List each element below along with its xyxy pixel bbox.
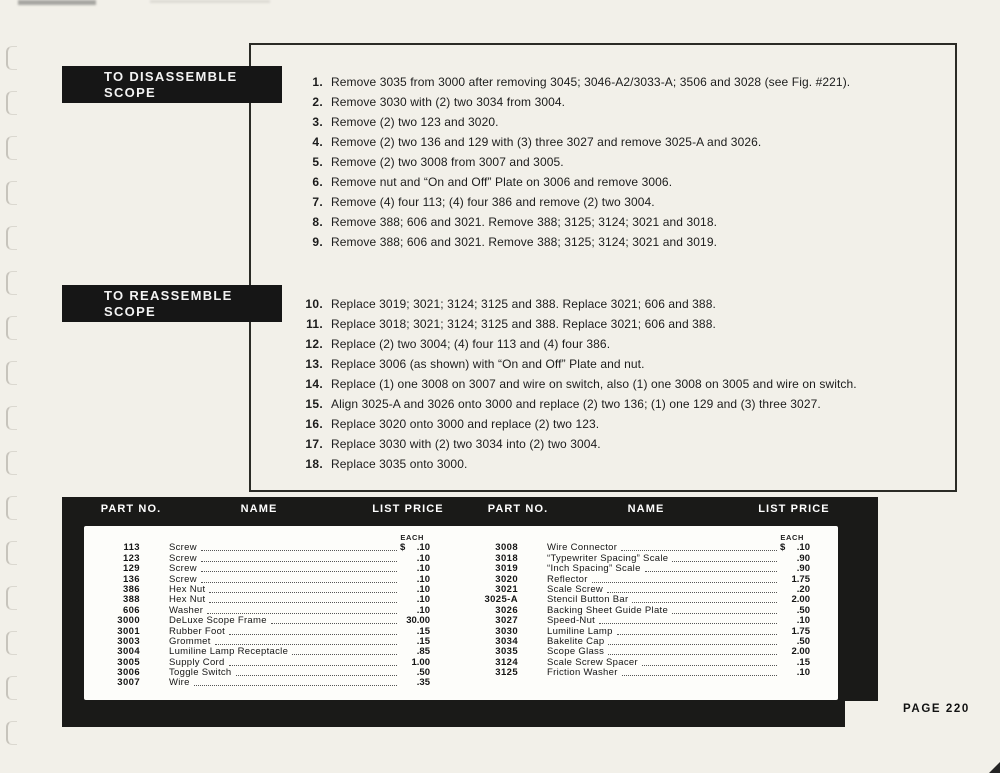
dotted-leader [201, 571, 397, 572]
step-text: Remove (2) two 3008 from 3007 and 3005. [331, 155, 564, 169]
part-price [400, 574, 430, 585]
dotted-leader [632, 602, 777, 603]
price-value: .50 [796, 604, 810, 616]
scan-smudge [150, 0, 270, 3]
step-text: Remove 3030 with (2) two 3034 from 3004. [331, 95, 566, 109]
part-number: 3021 [495, 583, 518, 595]
part-number: 3035 [495, 646, 518, 658]
binding-hole [6, 136, 17, 160]
part-name: Scale Screw [547, 583, 604, 595]
step-text: Replace (1) one 3008 on 3007 and wire on switch, also (1) one 3008 on 3005 and wire on switch. [331, 377, 857, 391]
currency-sign: $ [400, 542, 406, 554]
parts-column-left [100, 533, 430, 689]
part-name: Stencil Button Bar [547, 594, 629, 606]
step-text: Replace 3006 (as shown) with “On and Off” Plate and nut. [331, 357, 645, 371]
price-value: .85 [416, 646, 430, 658]
dotted-leader [608, 654, 777, 655]
part-price [780, 574, 810, 585]
part-row [100, 585, 430, 595]
part-number: 3125 [495, 667, 518, 679]
part-price [780, 636, 810, 647]
part-row [100, 543, 430, 553]
price-value: 2.00 [791, 594, 810, 606]
part-name: Wire [169, 677, 190, 689]
part-row [100, 553, 430, 563]
part-price [400, 542, 430, 553]
step-number: 10. [305, 297, 323, 311]
price-value: 2.00 [791, 646, 810, 658]
part-row [100, 668, 430, 678]
step-item [290, 314, 857, 334]
part-number: 123 [122, 552, 140, 564]
parts-rows-right [478, 543, 810, 678]
price-value: .90 [796, 552, 810, 564]
column-header-name-left: NAME [240, 503, 278, 515]
part-row [100, 626, 430, 636]
dotted-leader [672, 561, 777, 562]
part-row [100, 647, 430, 657]
part-row [478, 564, 810, 574]
step-number: 18. [305, 457, 323, 471]
part-number: 3020 [495, 573, 518, 585]
step-item [290, 414, 857, 434]
dotted-leader [621, 550, 777, 551]
section-title-line1: TO REASSEMBLE [104, 288, 233, 303]
step-text: Remove nut and “On and Off” Plate on 3006 and remove 3006. [331, 175, 673, 189]
dotted-leader [617, 634, 777, 635]
binding-hole [6, 361, 17, 385]
part-number: 3004 [117, 646, 140, 658]
part-price [780, 667, 810, 678]
part-number: 3030 [495, 625, 518, 637]
price-value: 1.75 [791, 625, 810, 637]
part-row [478, 626, 810, 636]
price-value: .10 [796, 667, 810, 679]
part-number: 3005 [117, 656, 140, 668]
part-price [400, 677, 430, 688]
part-price [400, 657, 430, 668]
price-value: .15 [796, 656, 810, 668]
step-item [290, 434, 857, 454]
part-row [100, 564, 430, 574]
dotted-leader [201, 582, 397, 583]
dotted-leader [592, 582, 777, 583]
column-header-part-no-left: PART NO. [100, 503, 162, 515]
part-name: Hex Nut [169, 594, 206, 606]
part-name: Wire Connector [547, 542, 618, 554]
dotted-leader [207, 613, 397, 614]
step-text: Remove (2) two 136 and 129 with (3) three 3027 and remove 3025-A and 3026. [331, 135, 762, 149]
binding-hole [6, 676, 17, 700]
part-name: Lumiline Lamp [547, 625, 613, 637]
part-price [400, 594, 430, 605]
step-item [290, 92, 850, 112]
binding-hole [6, 271, 17, 295]
dotted-leader [215, 644, 397, 645]
part-number: 3001 [117, 625, 140, 637]
each-label-left: EACH [400, 533, 424, 542]
dotted-leader [608, 644, 777, 645]
price-value: .35 [416, 677, 430, 689]
step-text: Replace (2) two 3004; (4) four 113 and (4) four 386. [331, 337, 611, 351]
step-text: Remove (2) two 123 and 3020. [331, 115, 499, 129]
price-value: .10 [416, 573, 430, 585]
price-value: .10 [416, 552, 430, 564]
dotted-leader [622, 675, 777, 676]
step-text: Remove 3035 from 3000 after removing 3045; 3046-A2/3033-A; 3506 and 3028 (see Fig. #221). [331, 75, 851, 89]
part-name: DeLuxe Scope Frame [169, 615, 267, 627]
dotted-leader [271, 623, 397, 624]
price-value: .90 [796, 563, 810, 575]
step-number: 2. [312, 95, 323, 109]
section-header-reassemble [62, 285, 282, 322]
part-name: Scale Screw Spacer [547, 656, 638, 668]
column-header-part-no-right: PART NO. [487, 503, 549, 515]
part-row [478, 637, 810, 647]
step-text: Replace 3020 onto 3000 and replace (2) two 123. [331, 417, 600, 431]
part-price [400, 584, 430, 595]
parts-column-right [478, 533, 810, 679]
part-name: Rubber Foot [169, 625, 226, 637]
part-number: 3027 [495, 615, 518, 627]
part-row [478, 616, 810, 626]
part-name: Lumiline Lamp Receptacle [169, 646, 289, 658]
step-number: 17. [305, 437, 323, 451]
step-text: Replace 3019; 3021; 3124; 3125 and 388. Replace 3021; 606 and 388. [331, 297, 716, 311]
binding-hole [6, 46, 17, 70]
step-item [290, 294, 857, 314]
part-price [400, 636, 430, 647]
dotted-leader [292, 654, 397, 655]
step-number: 7. [312, 195, 323, 209]
step-text: Align 3025-A and 3026 onto 3000 and replace (2) two 136; (1) one 129 and (3) three 3027. [331, 397, 821, 411]
column-header-list-price-left: LIST PRICE [372, 503, 444, 515]
part-number: 3018 [495, 552, 518, 564]
step-item [290, 172, 850, 192]
part-name: “Typewriter Spacing” Scale [547, 552, 669, 564]
part-number: 3025-A [484, 594, 518, 606]
part-row [478, 647, 810, 657]
price-value: 1.00 [411, 656, 430, 668]
binding-hole [6, 316, 17, 340]
part-row [478, 585, 810, 595]
dotted-leader [209, 592, 397, 593]
price-value: .15 [416, 635, 430, 647]
price-value: .10 [416, 594, 430, 606]
dotted-leader [645, 571, 777, 572]
part-number: 606 [122, 604, 140, 616]
part-number: 3006 [117, 667, 140, 679]
binding-hole [6, 451, 17, 475]
parts-list-panel [84, 526, 838, 700]
part-row [478, 668, 810, 678]
part-row [478, 605, 810, 615]
section-title-line1: TO DISASSEMBLE [104, 69, 238, 84]
dotted-leader [209, 602, 397, 603]
part-name: “Inch Spacing” Scale [547, 563, 641, 575]
part-name: Screw [169, 563, 197, 575]
part-name: Scope Glass [547, 646, 605, 658]
step-item [290, 192, 850, 212]
part-number: 3034 [495, 635, 518, 647]
dotted-leader [672, 613, 777, 614]
step-number: 14. [305, 377, 323, 391]
part-price [400, 615, 430, 626]
price-value: .50 [796, 635, 810, 647]
price-value: .10 [416, 563, 430, 575]
binding-hole [6, 631, 17, 655]
step-text: Replace 3035 onto 3000. [331, 457, 468, 471]
step-item [290, 354, 857, 374]
price-value: .50 [416, 667, 430, 679]
part-price [780, 605, 810, 616]
column-header-list-price-right: LIST PRICE [758, 503, 830, 515]
part-name: Screw [169, 552, 197, 564]
part-price [780, 646, 810, 657]
step-number: 9. [312, 235, 323, 249]
step-item [290, 454, 857, 474]
binding-hole [6, 91, 17, 115]
binding-hole [6, 226, 17, 250]
page-corner-fold [989, 762, 1000, 773]
step-item [290, 132, 850, 152]
step-item [290, 212, 850, 232]
part-row [478, 657, 810, 667]
parts-rows-left [100, 543, 430, 688]
price-value: 1.75 [791, 573, 810, 585]
step-number: 4. [312, 135, 323, 149]
part-number: 388 [122, 594, 140, 606]
step-item [290, 152, 850, 172]
part-price [400, 605, 430, 616]
part-row [100, 657, 430, 667]
step-number: 1. [312, 75, 323, 89]
binding-hole [6, 496, 17, 520]
binding-hole [6, 406, 17, 430]
part-row [100, 574, 430, 584]
part-price [400, 667, 430, 678]
step-item [290, 72, 850, 92]
part-number: 3003 [117, 635, 140, 647]
currency-sign: $ [780, 542, 786, 554]
step-number: 12. [305, 337, 323, 351]
price-value: .10 [416, 542, 430, 554]
step-text: Remove 388; 606 and 3021. Remove 388; 3125; 3124; 3021 and 3019. [331, 235, 718, 249]
reassemble-steps-list [290, 294, 857, 474]
section-header-disassemble [62, 66, 282, 103]
step-number: 6. [312, 175, 323, 189]
binding-hole [6, 541, 17, 565]
part-name: Friction Washer [547, 667, 618, 679]
part-number: 3008 [495, 542, 518, 554]
dotted-leader [201, 550, 397, 551]
step-text: Replace 3018; 3021; 3124; 3125 and 388. Replace 3021; 606 and 388. [331, 317, 716, 331]
part-price [400, 626, 430, 637]
step-text: Remove 388; 606 and 3021. Remove 388; 3125; 3124; 3021 and 3018. [331, 215, 718, 229]
price-value: .10 [796, 615, 810, 627]
page-number: PAGE 220 [903, 703, 970, 715]
dotted-leader [201, 561, 397, 562]
part-number: 3019 [495, 563, 518, 575]
binding-hole [6, 181, 17, 205]
step-number: 16. [305, 417, 323, 431]
dotted-leader [236, 675, 397, 676]
step-item [290, 374, 857, 394]
price-value: .15 [416, 625, 430, 637]
part-number: 3124 [495, 656, 518, 668]
part-price [780, 563, 810, 574]
price-value: .10 [796, 542, 810, 554]
section-title-line2: SCOPE [104, 304, 157, 319]
each-label-right: EACH [780, 533, 804, 542]
dotted-leader [607, 592, 777, 593]
step-number: 13. [305, 357, 323, 371]
parts-price-table [62, 497, 878, 727]
dotted-leader [229, 665, 397, 666]
dotted-leader [599, 623, 777, 624]
part-price [780, 584, 810, 595]
part-number: 3007 [117, 677, 140, 689]
part-number: 136 [122, 573, 140, 585]
step-text: Replace 3030 with (2) two 3034 into (2) two 3004. [331, 437, 601, 451]
step-number: 15. [305, 397, 323, 411]
part-name: Screw [169, 573, 197, 585]
dotted-leader [229, 634, 397, 635]
part-row [478, 553, 810, 563]
part-price [400, 563, 430, 574]
part-price [400, 646, 430, 657]
binding-hole [6, 586, 17, 610]
part-price [780, 542, 810, 553]
dotted-leader [194, 685, 397, 686]
part-name: Speed-Nut [547, 615, 596, 627]
part-row [100, 616, 430, 626]
part-price [780, 626, 810, 637]
part-number: 129 [122, 563, 140, 575]
price-value: 30.00 [406, 615, 430, 627]
part-number: 113 [123, 542, 140, 554]
step-number: 3. [312, 115, 323, 129]
part-number: 3026 [495, 604, 518, 616]
part-name: Washer [169, 604, 204, 616]
section-title-line2: SCOPE [104, 85, 157, 100]
step-item [290, 232, 850, 252]
step-number: 11. [306, 317, 323, 331]
part-row [100, 595, 430, 605]
dotted-leader [642, 665, 777, 666]
step-number: 8. [312, 215, 323, 229]
part-name: Backing Sheet Guide Plate [547, 604, 669, 616]
part-name: Hex Nut [169, 583, 206, 595]
step-item [290, 334, 857, 354]
column-header-name-right: NAME [627, 503, 665, 515]
part-row [100, 678, 430, 688]
part-row [478, 574, 810, 584]
step-text: Remove (4) four 113; (4) four 386 and remove (2) two 3004. [331, 195, 655, 209]
scan-smudge [18, 0, 96, 5]
part-name: Supply Cord [169, 656, 225, 668]
step-item [290, 394, 857, 414]
part-name: Grommet [169, 635, 211, 647]
part-price [780, 594, 810, 605]
part-name: Toggle Switch [169, 667, 232, 679]
binding-hole [6, 721, 17, 745]
price-value: .20 [796, 583, 810, 595]
price-value: .10 [416, 604, 430, 616]
part-price [780, 657, 810, 668]
part-number: 386 [122, 583, 140, 595]
part-name: Screw [169, 542, 197, 554]
part-name: Reflector [547, 573, 588, 585]
part-name: Bakelite Cap [547, 635, 605, 647]
part-price [780, 553, 810, 564]
step-item [290, 112, 850, 132]
part-price [780, 615, 810, 626]
part-number: 3000 [117, 615, 140, 627]
price-value: .10 [416, 583, 430, 595]
disassemble-steps-list [290, 72, 850, 252]
table-corner-notch [845, 701, 878, 727]
step-number: 5. [312, 155, 323, 169]
part-price [400, 553, 430, 564]
